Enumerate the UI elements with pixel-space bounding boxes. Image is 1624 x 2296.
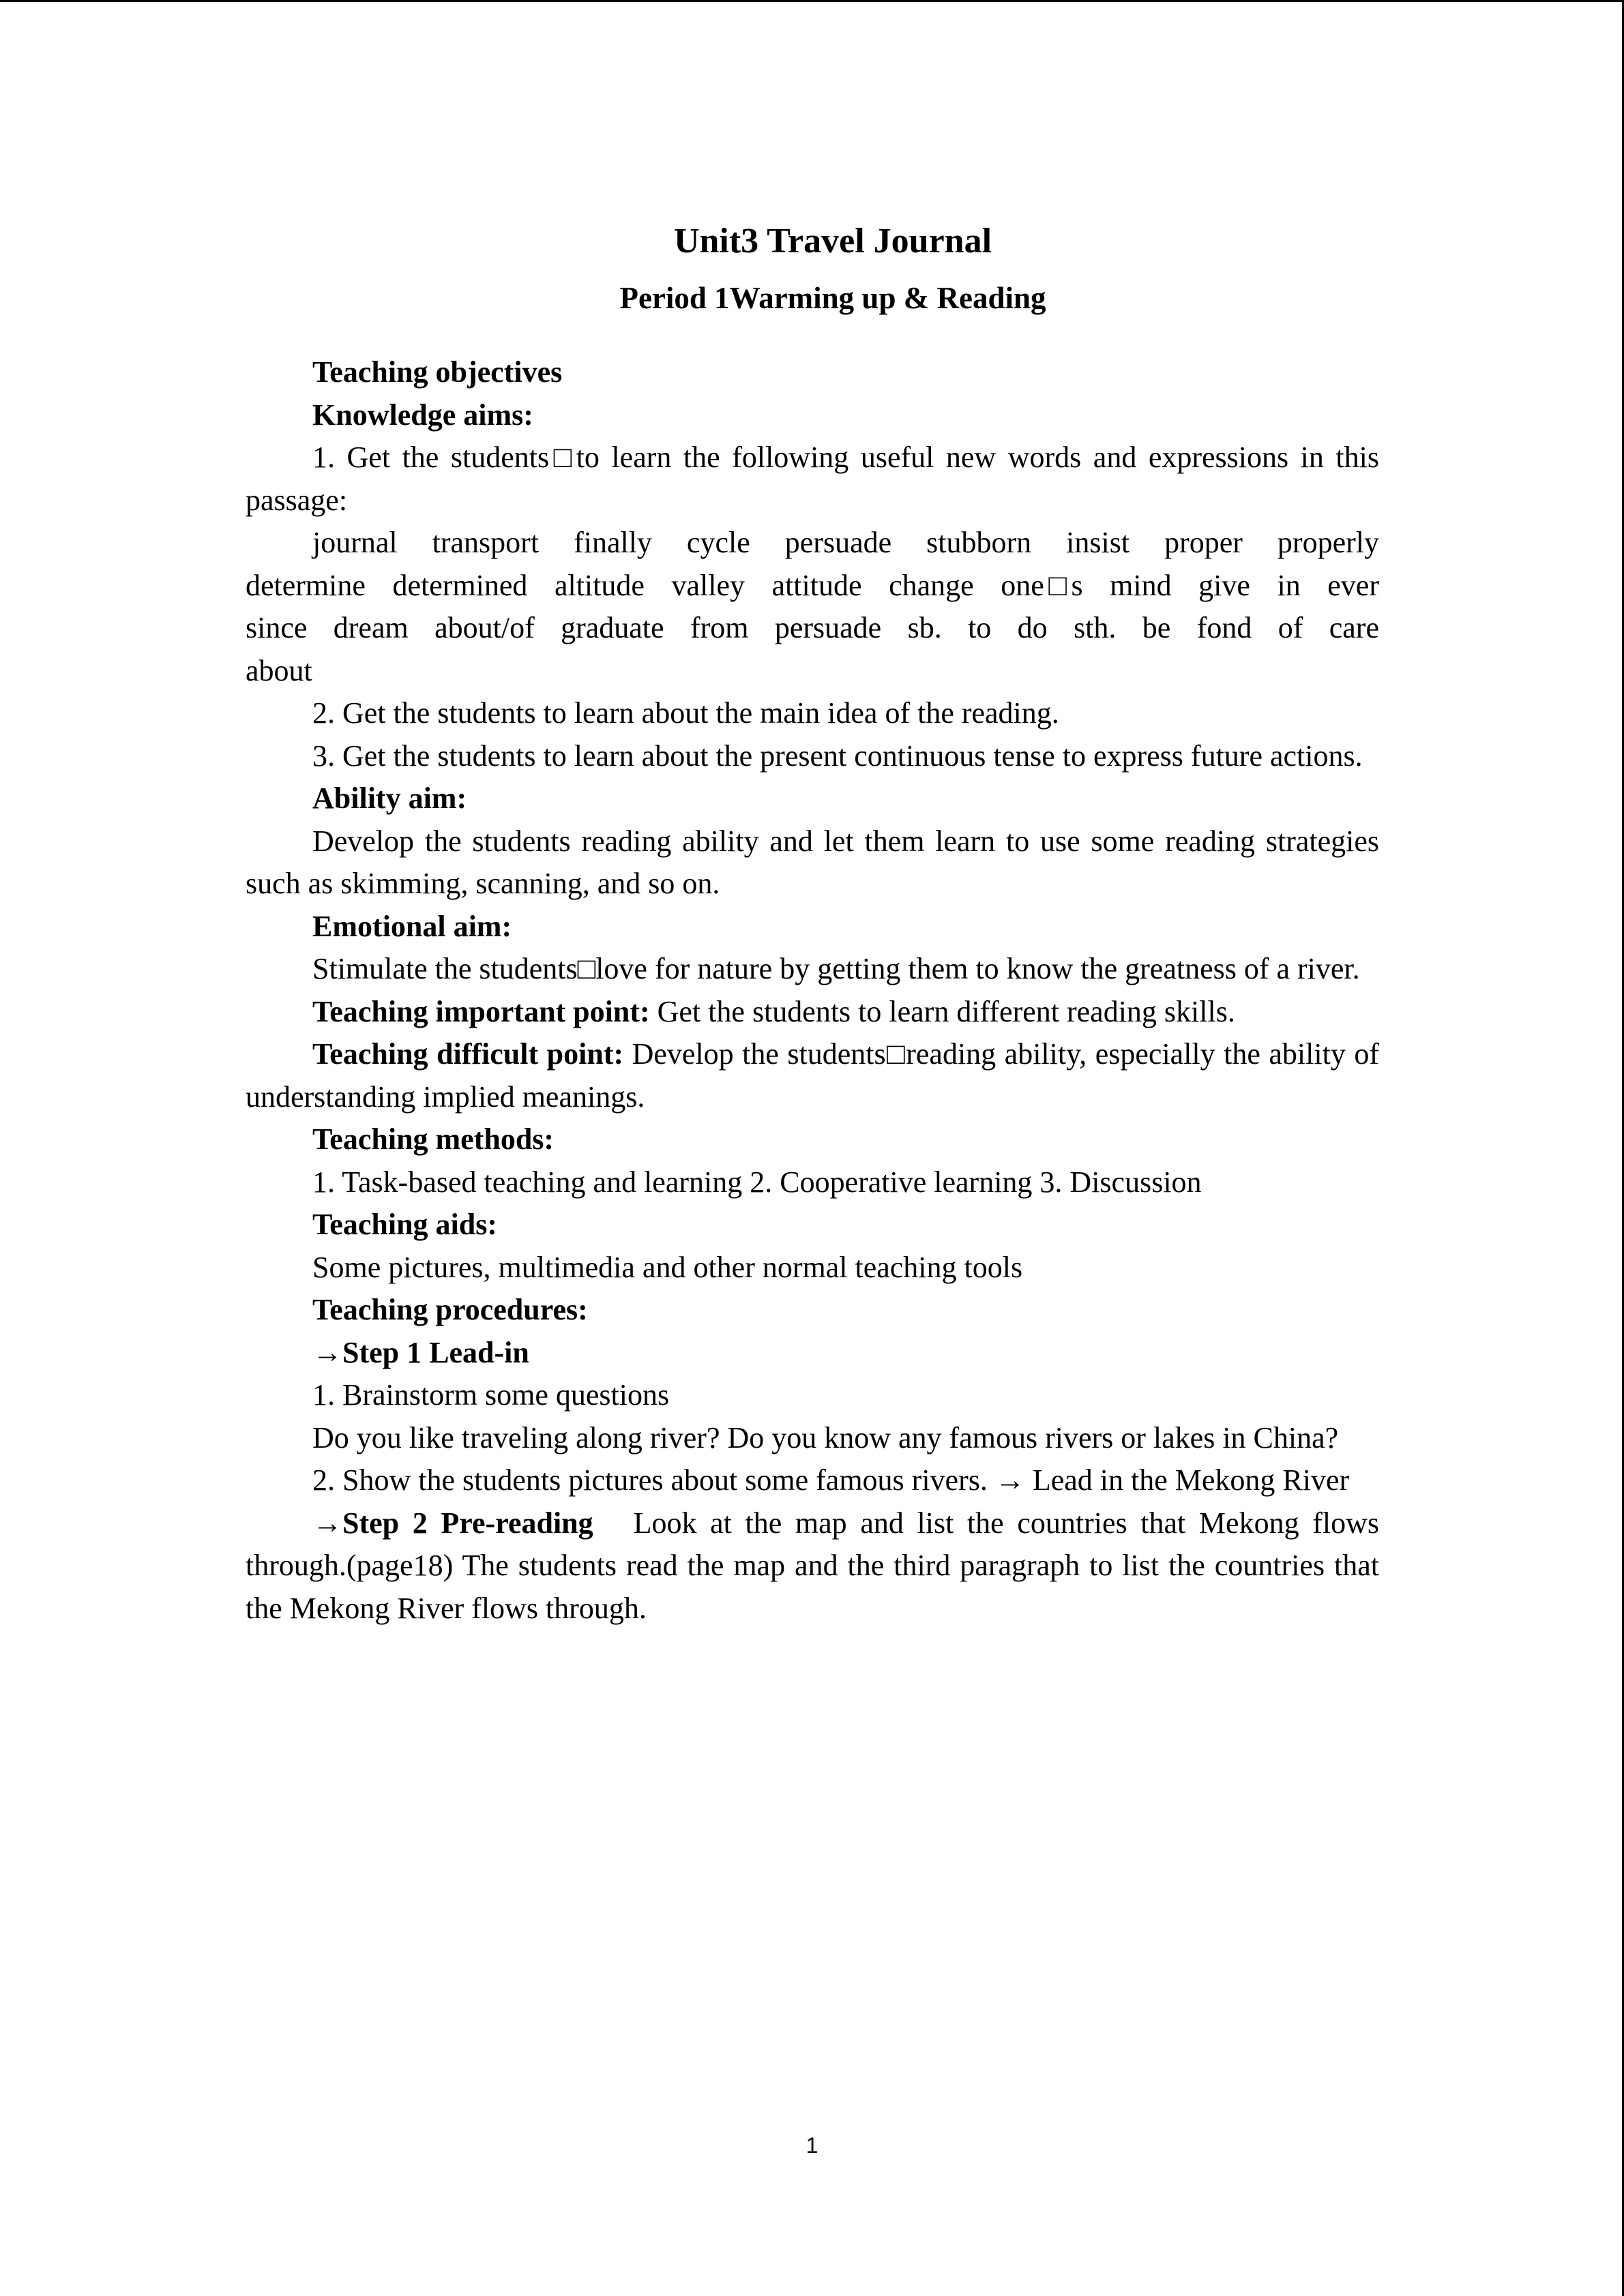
methods-heading: Teaching methods: xyxy=(312,1122,555,1156)
knowledge-aim-2: 2. Get the students to learn about the main idea of the reading. xyxy=(312,696,1059,730)
vocabulary-list xyxy=(246,522,1379,692)
step2-text: Look at the map and list the countries that Mekong flows through.(page18) The students read the map and the third paragraph to list the countries that the Mekong River flows through. xyxy=(246,1506,1379,1625)
knowledge-aim-3: 3. Get the students to learn about the present continuous tense to express future actions. xyxy=(312,739,1363,773)
difficult-point-label: Teaching difficult point: xyxy=(312,1037,624,1071)
important-point-text: Get the students to learn different reading skills. xyxy=(649,994,1235,1028)
methods-text: 1. Task-based teaching and learning 2. Cooperative learning 3. Discussion xyxy=(312,1165,1202,1199)
knowledge-aims-heading: Knowledge aims: xyxy=(312,398,533,432)
objectives-heading: Teaching objectives xyxy=(312,355,563,389)
step1-heading: →Step 1 Lead-in xyxy=(312,1335,529,1369)
document-title: Unit3 Travel Journal xyxy=(673,222,992,260)
emotional-aim-heading: Emotional aim: xyxy=(312,909,512,943)
knowledge-aim-1: 1. Get the students□to learn the following useful new words and expressions in this passage: xyxy=(246,441,1379,517)
step1-questions: Do you like traveling along river? Do you know any famous rivers or lakes in China? xyxy=(312,1420,1339,1455)
important-point-label: Teaching important point: xyxy=(312,994,650,1028)
ability-aim-heading: Ability aim: xyxy=(312,781,467,815)
aids-text: Some pictures, multimedia and other normal teaching tools xyxy=(312,1250,1023,1284)
document-subtitle: Period 1Warming up & Reading xyxy=(619,281,1046,315)
page-number: 1 xyxy=(806,2133,818,2158)
aids-heading: Teaching aids: xyxy=(312,1208,498,1241)
step1-item-2: 2. Show the students pictures about some famous rivers. → Lead in the Mekong River xyxy=(312,1463,1350,1497)
emotional-aim-text: Stimulate the students□love for nature by getting them to know the greatness of a river. xyxy=(312,952,1360,985)
important-point xyxy=(246,991,1379,1034)
difficult-point-text: Develop the students□reading ability, especially the ability of understanding implied meanings. xyxy=(246,1037,1379,1114)
ability-aim-text: Develop the students reading ability and let them learn to use some reading strategies such as skimming, scanning, and so on. xyxy=(246,824,1379,900)
step1-item-1: 1. Brainstorm some questions xyxy=(312,1378,670,1412)
step2-heading: →Step 2 Pre-reading xyxy=(312,1506,593,1540)
difficult-point xyxy=(246,1033,1379,1118)
document-body xyxy=(246,219,1379,1630)
procedures-heading: Teaching procedures: xyxy=(312,1293,588,1326)
step2-paragraph xyxy=(246,1502,1379,1630)
vocabulary-words: journal transport finally cycle persuade stubborn insist proper properly determine determined altitude valley attitude change one□s mind give in ever since dream about/of graduate from persuade sb. to do sth. be fond of care about xyxy=(246,526,1379,687)
